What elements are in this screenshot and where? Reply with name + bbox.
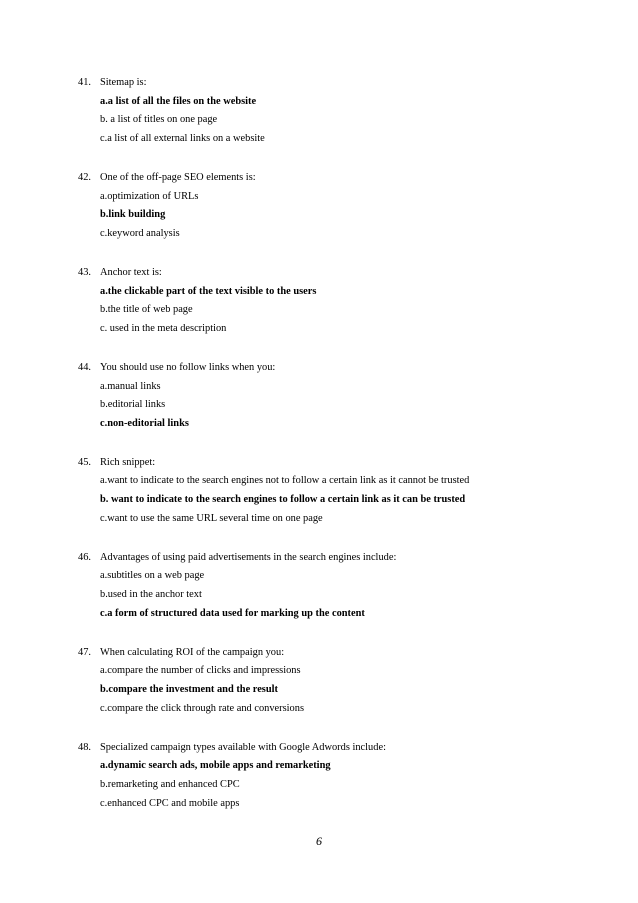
question-47 (78, 644, 598, 718)
question-text: One of the off-page SEO elements is: (100, 171, 256, 183)
answer-option-correct: a.a list of all the files on the website (100, 95, 257, 107)
question-text: Sitemap is: (100, 77, 147, 88)
answer-option: b.remarketing and enhanced CPC (100, 778, 240, 790)
answer-option: c.a list of all external links on a website (100, 132, 265, 144)
question-text: You should use no follow links when you: (100, 361, 276, 373)
question-text: Specialized campaign types available with Google Adwords include: (100, 741, 386, 753)
answer-option: a.want to indicate to the search engines not to follow a certain link as it cannot be trusted (100, 475, 470, 487)
answer-option: c.compare the click through rate and conversions (100, 702, 304, 714)
question-43 (78, 264, 598, 338)
question-45 (78, 454, 598, 528)
question-number: 42. (78, 171, 91, 183)
answer-option: a.optimization of URLs (100, 190, 199, 202)
question-number: 46. (78, 551, 91, 563)
question-line (78, 169, 598, 188)
question-line (78, 264, 598, 283)
question-46 (78, 549, 598, 623)
page-number: 6 (316, 834, 322, 848)
question-number: 43. (78, 266, 91, 278)
answer-option: c.keyword analysis (100, 227, 180, 239)
answer-option-correct: b.compare the investment and the result (100, 684, 278, 695)
answer-option-correct: a.the clickable part of the text visible to the users (100, 285, 317, 297)
question-line (78, 549, 598, 568)
answer-option: c. used in the meta description (100, 322, 227, 334)
answer-option: a.manual links (100, 380, 161, 392)
answer-option-correct: c.non-editorial links (100, 417, 189, 429)
answer-option: b.the title of web page (100, 304, 193, 316)
answer-option-correct: c.a form of structured data used for marking up the content (100, 607, 365, 619)
answer-options (78, 567, 598, 623)
answer-options (78, 472, 598, 528)
answer-options (78, 662, 598, 718)
question-list (78, 74, 598, 834)
question-number: 47. (78, 646, 91, 658)
answer-option: a.compare the number of clicks and impressions (100, 665, 301, 677)
question-line (78, 454, 598, 473)
answer-options (78, 757, 598, 813)
question-44 (78, 359, 598, 433)
question-41 (78, 74, 598, 148)
answer-option-correct: a.dynamic search ads, mobile apps and remarketing (100, 760, 331, 772)
answer-option: b. a list of titles on one page (100, 114, 218, 126)
answer-option: b.editorial links (100, 399, 166, 411)
answer-options (78, 93, 598, 149)
question-number: 44. (78, 361, 91, 373)
question-line (78, 359, 598, 378)
question-48 (78, 739, 598, 813)
answer-options (78, 378, 598, 434)
answer-option: c.want to use the same URL several time on one page (100, 512, 323, 524)
question-text: When calculating ROI of the campaign you: (100, 646, 285, 658)
question-text: Rich snippet: (100, 456, 156, 468)
answer-option-correct: b. want to indicate to the search engines to follow a certain link as it can be trusted (100, 494, 466, 506)
question-42 (78, 169, 598, 243)
answer-option: a.subtitles on a web page (100, 570, 205, 582)
answer-option: b.used in the anchor text (100, 589, 202, 601)
question-line (78, 74, 598, 93)
answer-option-correct: b.link building (100, 209, 166, 221)
question-text: Advantages of using paid advertisements in the search engines include: (100, 551, 397, 563)
question-number: 41. (78, 77, 91, 88)
question-number: 48. (78, 741, 91, 753)
question-line (78, 644, 598, 663)
question-number: 45. (78, 456, 91, 468)
question-text: Anchor text is: (100, 266, 162, 278)
question-line (78, 739, 598, 758)
answer-options (78, 283, 598, 339)
answer-options (78, 188, 598, 244)
answer-option: c.enhanced CPC and mobile apps (100, 797, 240, 809)
